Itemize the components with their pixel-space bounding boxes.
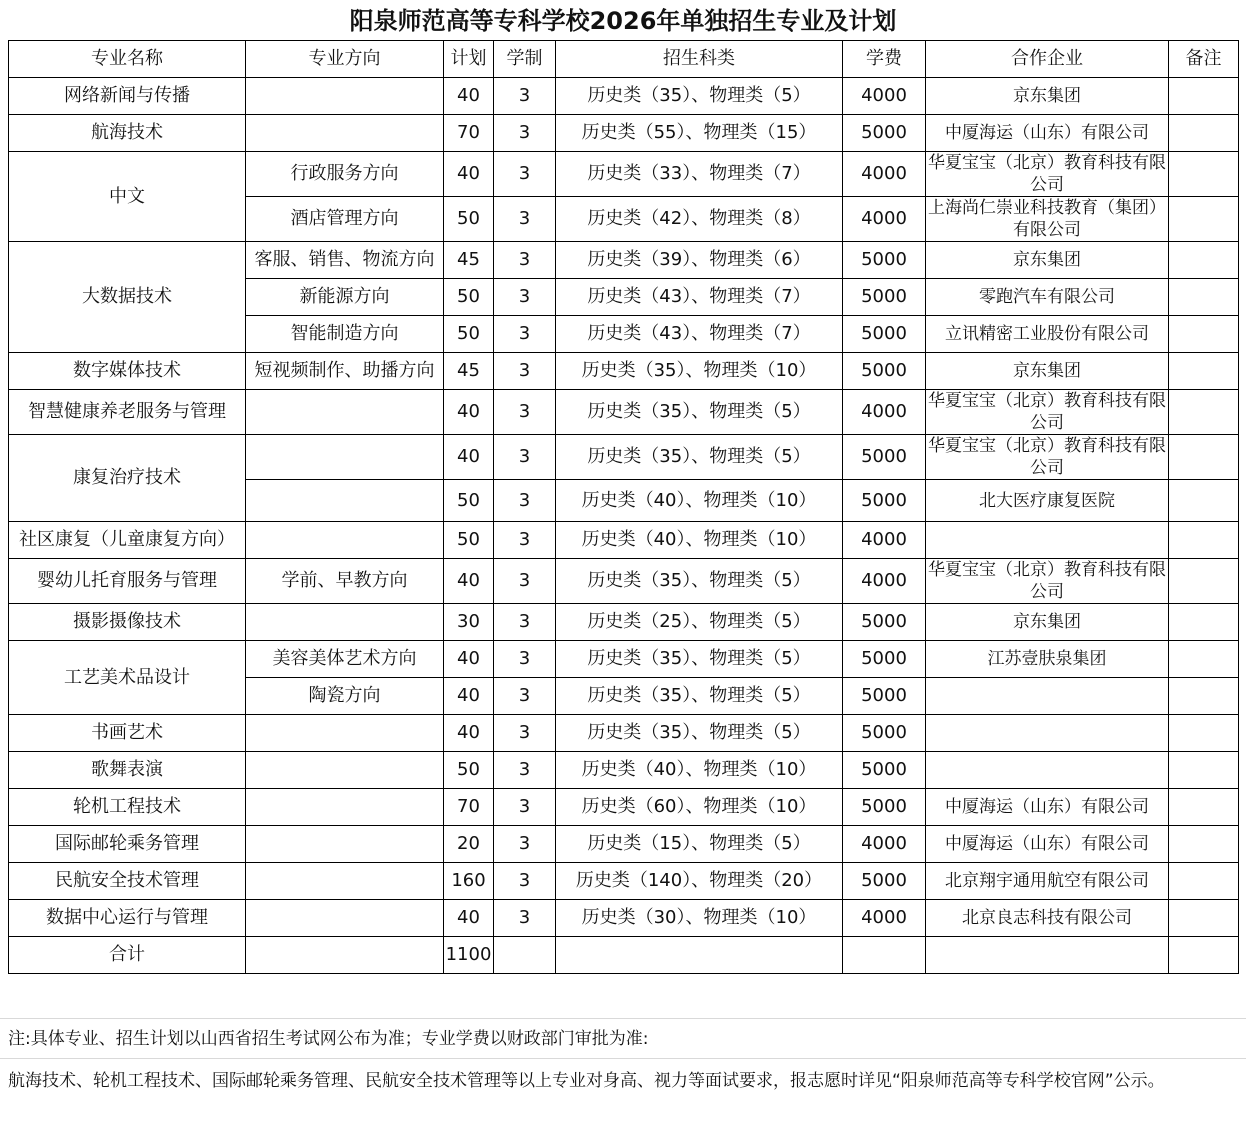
major-name: 工艺美术品设计: [9, 641, 246, 715]
direction: [246, 604, 444, 641]
category: 历史类（60）、物理类（10）: [556, 789, 843, 826]
remark: [1169, 197, 1239, 242]
category: 历史类（39）、物理类（6）: [556, 242, 843, 279]
direction: 智能制造方向: [246, 316, 444, 353]
years: 3: [494, 115, 556, 152]
category: 历史类（33）、物理类（7）: [556, 152, 843, 197]
tuition: 5000: [843, 353, 926, 390]
tuition: 5000: [843, 279, 926, 316]
plan: 45: [444, 353, 494, 390]
plan: 20: [444, 826, 494, 863]
major-name: 数字媒体技术: [9, 353, 246, 390]
table-row: [9, 826, 1239, 863]
category: 历史类（35）、物理类（5）: [556, 678, 843, 715]
category: 历史类（40）、物理类（10）: [556, 752, 843, 789]
header-row: [9, 41, 1239, 78]
table-row: [9, 715, 1239, 752]
plan: 40: [444, 559, 494, 604]
direction: 短视频制作、助播方向: [246, 353, 444, 390]
plan: 40: [444, 390, 494, 435]
header-partner: 合作企业: [926, 41, 1169, 78]
tuition: 5000: [843, 435, 926, 480]
tuition: 4000: [843, 390, 926, 435]
direction: 美容美体艺术方向: [246, 641, 444, 678]
partner: 京东集团: [926, 78, 1169, 115]
plan: 40: [444, 678, 494, 715]
remark: [1169, 152, 1239, 197]
note-2: 航海技术、轮机工程技术、国际邮轮乘务管理、民航安全技术管理等以上专业对身高、视力等面试要求，报志愿时详见“阳泉师范高等专科学校官网”公示。: [8, 1071, 1165, 1091]
direction: 客服、销售、物流方向: [246, 242, 444, 279]
category: 历史类（25）、物理类（5）: [556, 604, 843, 641]
direction: [246, 826, 444, 863]
category: 历史类（35）、物理类（5）: [556, 715, 843, 752]
plan: 70: [444, 789, 494, 826]
category: 历史类（40）、物理类（10）: [556, 480, 843, 522]
plan: 160: [444, 863, 494, 900]
partner: 江苏壹肤泉集团: [926, 641, 1169, 678]
partner: [926, 752, 1169, 789]
total-tuition: [843, 937, 926, 974]
plan: 40: [444, 641, 494, 678]
remark: [1169, 353, 1239, 390]
header-direction: 专业方向: [246, 41, 444, 78]
remark: [1169, 390, 1239, 435]
direction: 学前、早教方向: [246, 559, 444, 604]
tuition: 5000: [843, 604, 926, 641]
partner: 华夏宝宝（北京）教育科技有限公司: [926, 435, 1169, 480]
major-name: 中文: [9, 152, 246, 242]
partner: 华夏宝宝（北京）教育科技有限公司: [926, 152, 1169, 197]
tuition: 4000: [843, 900, 926, 937]
partner: 中厦海运（山东）有限公司: [926, 789, 1169, 826]
plan: 50: [444, 752, 494, 789]
category: 历史类（35）、物理类（5）: [556, 435, 843, 480]
total-partner: [926, 937, 1169, 974]
total-plan: 1100: [444, 937, 494, 974]
table-row: [9, 641, 1239, 678]
years: 3: [494, 78, 556, 115]
remark: [1169, 480, 1239, 522]
direction: [246, 863, 444, 900]
remark: [1169, 641, 1239, 678]
partner: 北大医疗康复医院: [926, 480, 1169, 522]
direction: 酒店管理方向: [246, 197, 444, 242]
tuition: 5000: [843, 480, 926, 522]
table-row: [9, 522, 1239, 559]
direction: [246, 715, 444, 752]
tuition: 5000: [843, 678, 926, 715]
partner: 中厦海运（山东）有限公司: [926, 826, 1169, 863]
table-row: [9, 435, 1239, 480]
category: 历史类（35）、物理类（5）: [556, 559, 843, 604]
plan: 50: [444, 197, 494, 242]
major-name: 智慧健康养老服务与管理: [9, 390, 246, 435]
years: 3: [494, 279, 556, 316]
table-row: [9, 152, 1239, 197]
category: 历史类（40）、物理类（10）: [556, 522, 843, 559]
plan: 45: [444, 242, 494, 279]
tuition: 5000: [843, 115, 926, 152]
years: 3: [494, 316, 556, 353]
plan: 40: [444, 78, 494, 115]
years: 3: [494, 522, 556, 559]
partner: 华夏宝宝（北京）教育科技有限公司: [926, 559, 1169, 604]
major-name: 国际邮轮乘务管理: [9, 826, 246, 863]
plan: 40: [444, 152, 494, 197]
category: 历史类（35）、物理类（10）: [556, 353, 843, 390]
table-row: [9, 242, 1239, 279]
partner: [926, 715, 1169, 752]
partner: 北京翔宇通用航空有限公司: [926, 863, 1169, 900]
table-row: [9, 115, 1239, 152]
category: 历史类（140）、物理类（20）: [556, 863, 843, 900]
remark: [1169, 115, 1239, 152]
table-row: [9, 900, 1239, 937]
remark: [1169, 678, 1239, 715]
major-name: 轮机工程技术: [9, 789, 246, 826]
tuition: 4000: [843, 197, 926, 242]
table-row: [9, 604, 1239, 641]
years: 3: [494, 900, 556, 937]
category: 历史类（35）、物理类（5）: [556, 641, 843, 678]
major-name: 康复治疗技术: [9, 435, 246, 522]
category: 历史类（30）、物理类（10）: [556, 900, 843, 937]
partner: 北京良志科技有限公司: [926, 900, 1169, 937]
partner: [926, 522, 1169, 559]
direction: [246, 435, 444, 480]
total-row: [9, 937, 1239, 974]
plan: 50: [444, 522, 494, 559]
tuition: 5000: [843, 789, 926, 826]
direction: [246, 900, 444, 937]
partner: 京东集团: [926, 242, 1169, 279]
plan: 30: [444, 604, 494, 641]
remark: [1169, 242, 1239, 279]
direction: [246, 789, 444, 826]
tuition: 4000: [843, 559, 926, 604]
partner: 立讯精密工业股份有限公司: [926, 316, 1169, 353]
years: 3: [494, 752, 556, 789]
table-row: [9, 390, 1239, 435]
direction: 陶瓷方向: [246, 678, 444, 715]
tuition: 5000: [843, 242, 926, 279]
tuition: 4000: [843, 522, 926, 559]
years: 3: [494, 197, 556, 242]
tuition: 4000: [843, 78, 926, 115]
years: 3: [494, 863, 556, 900]
remark: [1169, 826, 1239, 863]
remark: [1169, 863, 1239, 900]
major-name: 网络新闻与传播: [9, 78, 246, 115]
direction: 新能源方向: [246, 279, 444, 316]
category: 历史类（43）、物理类（7）: [556, 279, 843, 316]
table-row: [9, 789, 1239, 826]
major-name: 航海技术: [9, 115, 246, 152]
plan: 40: [444, 435, 494, 480]
years: 3: [494, 559, 556, 604]
header-remark: 备注: [1169, 41, 1239, 78]
years: 3: [494, 480, 556, 522]
table-row: [9, 863, 1239, 900]
years: 3: [494, 678, 556, 715]
page-title: 阳泉师范高等专科学校2026年单独招生专业及计划: [349, 7, 897, 35]
category: 历史类（42）、物理类（8）: [556, 197, 843, 242]
total-remark: [1169, 937, 1239, 974]
direction: [246, 390, 444, 435]
note-1: 注:具体专业、招生计划以山西省招生考试网公布为准；专业学费以财政部门审批为准:: [8, 1029, 649, 1049]
years: 3: [494, 826, 556, 863]
tuition: 5000: [843, 715, 926, 752]
header-years: 学制: [494, 41, 556, 78]
table-row: [9, 353, 1239, 390]
partner: 华夏宝宝（北京）教育科技有限公司: [926, 390, 1169, 435]
years: 3: [494, 641, 556, 678]
plan: 50: [444, 316, 494, 353]
category: 历史类（55）、物理类（15）: [556, 115, 843, 152]
tuition: 5000: [843, 641, 926, 678]
remark: [1169, 715, 1239, 752]
plan: 40: [444, 715, 494, 752]
direction: [246, 115, 444, 152]
years: 3: [494, 390, 556, 435]
major-name: 数据中心运行与管理: [9, 900, 246, 937]
remark: [1169, 604, 1239, 641]
major-name: 歌舞表演: [9, 752, 246, 789]
partner: 京东集团: [926, 353, 1169, 390]
remark: [1169, 522, 1239, 559]
table-row: [9, 559, 1239, 604]
header-major: 专业名称: [9, 41, 246, 78]
direction: [246, 480, 444, 522]
header-plan: 计划: [444, 41, 494, 78]
years: 3: [494, 715, 556, 752]
tuition: 5000: [843, 752, 926, 789]
remark: [1169, 789, 1239, 826]
partner: [926, 678, 1169, 715]
total-direction: [246, 937, 444, 974]
direction: [246, 752, 444, 789]
category: 历史类（43）、物理类（7）: [556, 316, 843, 353]
partner: 上海尚仁崇业科技教育（集团）有限公司: [926, 197, 1169, 242]
partner: 中厦海运（山东）有限公司: [926, 115, 1169, 152]
plan: 50: [444, 279, 494, 316]
years: 3: [494, 789, 556, 826]
major-name: 书画艺术: [9, 715, 246, 752]
tuition: 4000: [843, 826, 926, 863]
partner: 零跑汽车有限公司: [926, 279, 1169, 316]
tuition: 5000: [843, 863, 926, 900]
total-label: 合计: [9, 937, 246, 974]
major-name: 社区康复（儿童康复方向）: [9, 522, 246, 559]
years: 3: [494, 604, 556, 641]
years: 3: [494, 242, 556, 279]
category: 历史类（35）、物理类（5）: [556, 390, 843, 435]
major-name: 民航安全技术管理: [9, 863, 246, 900]
category: 历史类（35）、物理类（5）: [556, 78, 843, 115]
category: 历史类（15）、物理类（5）: [556, 826, 843, 863]
direction: 行政服务方向: [246, 152, 444, 197]
remark: [1169, 279, 1239, 316]
years: 3: [494, 353, 556, 390]
remark: [1169, 316, 1239, 353]
major-name: 大数据技术: [9, 242, 246, 353]
major-name: 婴幼儿托育服务与管理: [9, 559, 246, 604]
total-category: [556, 937, 843, 974]
major-name: 摄影摄像技术: [9, 604, 246, 641]
remark: [1169, 559, 1239, 604]
header-category: 招生科类: [556, 41, 843, 78]
table-row: [9, 752, 1239, 789]
partner: 京东集团: [926, 604, 1169, 641]
plan: 40: [444, 900, 494, 937]
years: 3: [494, 435, 556, 480]
years: 3: [494, 152, 556, 197]
remark: [1169, 752, 1239, 789]
plan: 70: [444, 115, 494, 152]
tuition: 5000: [843, 316, 926, 353]
remark: [1169, 78, 1239, 115]
header-tuition: 学费: [843, 41, 926, 78]
table-row: [9, 78, 1239, 115]
enrollment-table: [8, 40, 1239, 974]
total-years: [494, 937, 556, 974]
plan: 50: [444, 480, 494, 522]
direction: [246, 78, 444, 115]
tuition: 4000: [843, 152, 926, 197]
remark: [1169, 435, 1239, 480]
remark: [1169, 900, 1239, 937]
direction: [246, 522, 444, 559]
